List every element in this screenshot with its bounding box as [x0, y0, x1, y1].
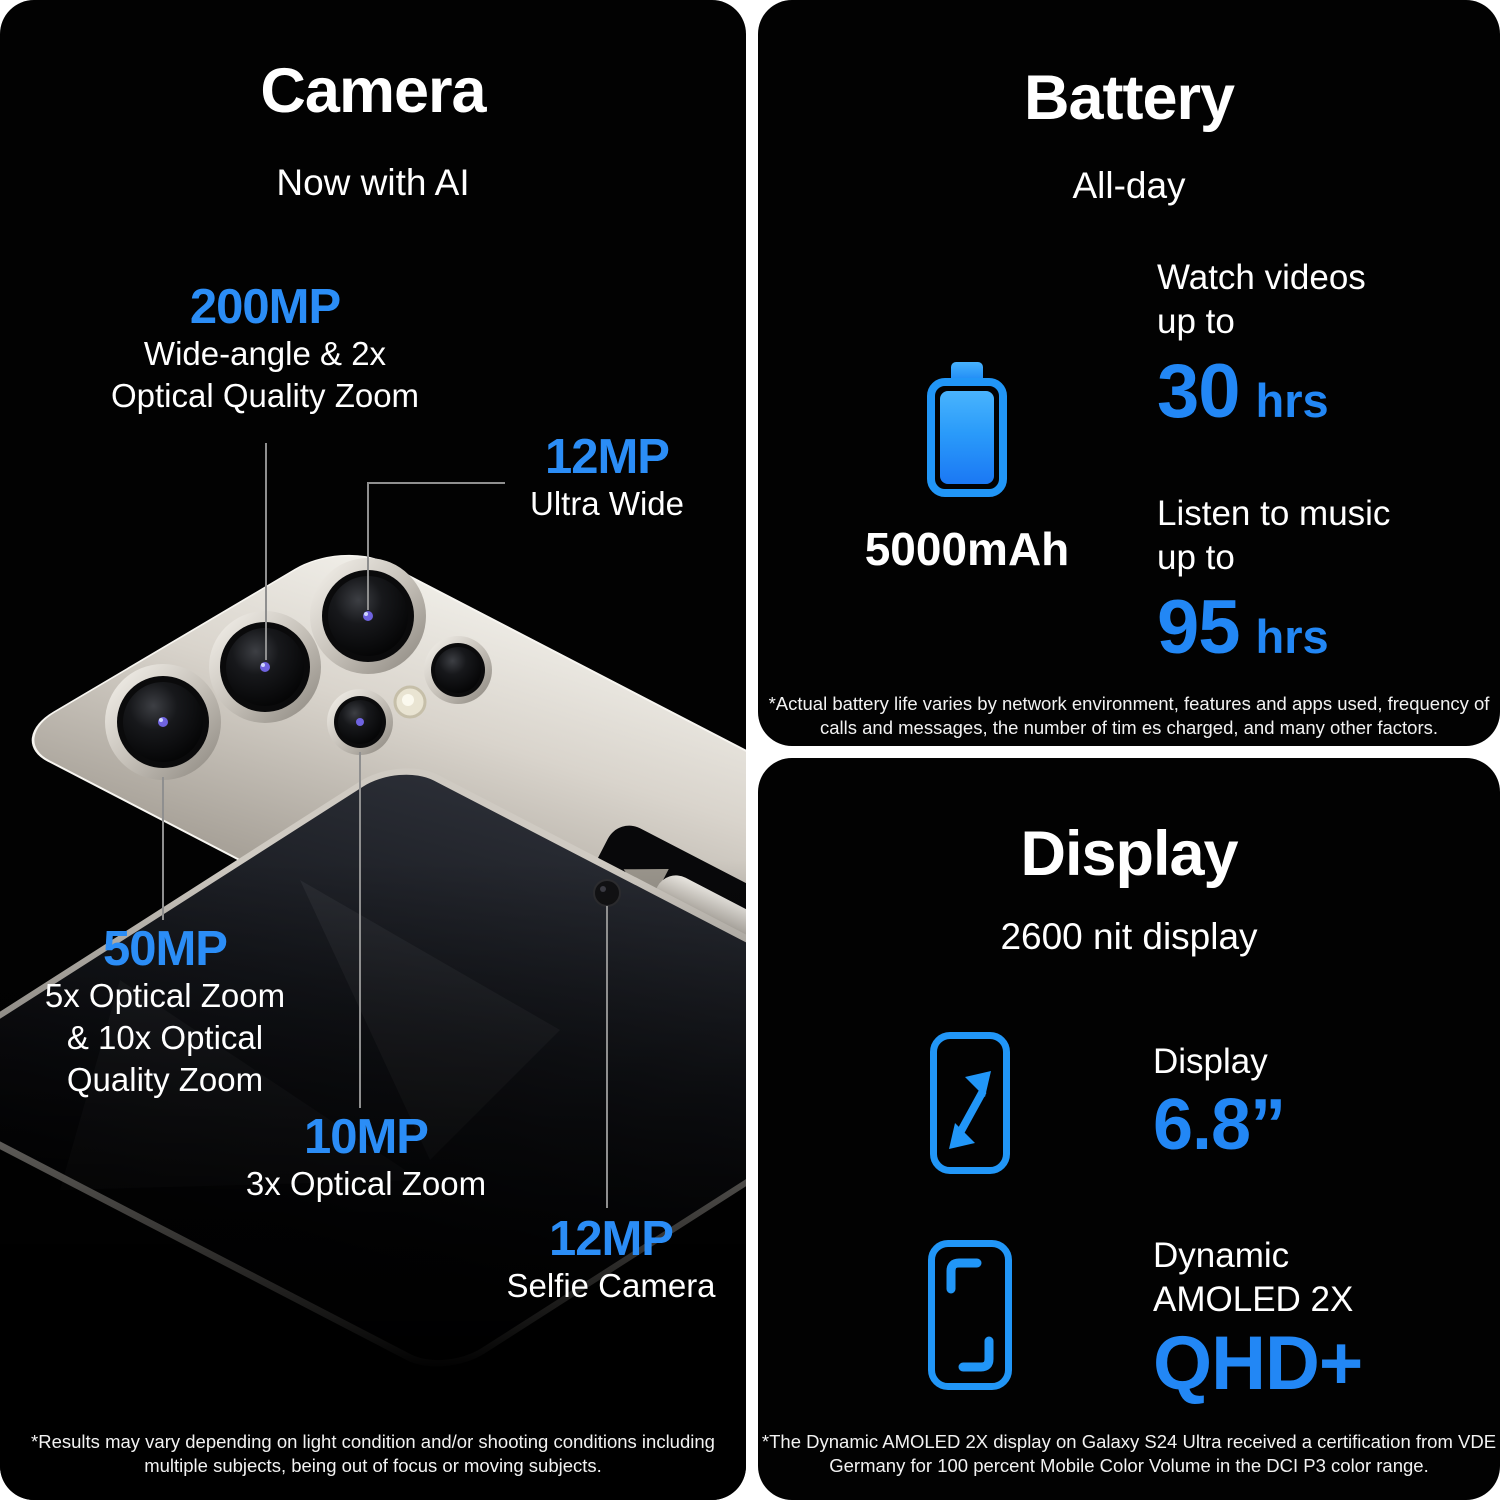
battery-icon-nub: [951, 362, 983, 378]
spec-selfie: [506, 1214, 715, 1307]
phone-corner-brackets-icon: [928, 1240, 1012, 1390]
display-panel-type-label: Dynamic AMOLED 2X: [1153, 1236, 1354, 1320]
spec-5x-label: 5x Optical Zoom & 10x Optical Quality Zoom: [44, 977, 286, 1098]
battery-title: Battery: [1023, 63, 1235, 133]
display-subtitle: 2600 nit display: [1000, 916, 1258, 957]
camera-title: Camera: [260, 56, 486, 126]
lens-3x-telephoto: [327, 689, 393, 755]
battery-stat-music-value: 95 hrs: [1157, 585, 1329, 670]
spec-3x-label: 3x Optical Zoom: [245, 1165, 487, 1203]
battery-stat-video-intro: Watch videos up to: [1157, 258, 1366, 342]
spec-ultrawide: [530, 432, 684, 525]
display-disclaimer: *The Dynamic AMOLED 2X display on Galaxy S24 Ultra received a certification from VDE Germany for 100 percent Mobile Color Volume in the DCI P3 color range.: [761, 1431, 1497, 1477]
battery-icon-fill: [940, 391, 994, 484]
spec-selfie-label: Selfie Camera: [506, 1267, 716, 1305]
battery-subtitle: All-day: [1072, 165, 1186, 206]
battery-icon: [927, 362, 1007, 497]
spec-3x-value: 10MP: [303, 1110, 428, 1164]
spec-main-camera: [111, 282, 419, 417]
battery-stat-video-value: 30 hrs: [1157, 349, 1329, 434]
camera-panel: [0, 0, 746, 1500]
spec-main-label: Wide-angle & 2x Optical Quality Zoom: [110, 335, 420, 415]
display-panel: [758, 758, 1500, 1500]
battery-icon-body: [927, 378, 1007, 497]
spec-main-value: 200MP: [189, 280, 341, 334]
battery-stat-music-intro: Listen to music up to: [1157, 494, 1391, 578]
camera-subtitle: Now with AI: [276, 162, 470, 203]
spec-selfie-value: 12MP: [548, 1212, 673, 1266]
lens-small-right: [424, 636, 492, 704]
spec-5x-telephoto: [45, 924, 285, 1100]
spec-5x-value: 50MP: [102, 922, 227, 976]
battery-disclaimer: *Actual battery life varies by network environment, features and apps used, frequency of calls and messages, the number of tim es charged, and many other factors.: [768, 693, 1490, 739]
lens-5x-telephoto: [105, 664, 221, 780]
display-size-value: 6.8”: [1153, 1085, 1286, 1165]
phone-diagonal-arrow-icon: [930, 1032, 1010, 1174]
display-resolution-value: QHD+: [1153, 1321, 1363, 1406]
flash-led: [395, 687, 425, 717]
spec-3x-telephoto: [246, 1112, 486, 1205]
battery-capacity: 5000mAh: [864, 523, 1070, 575]
display-size-label: Display: [1153, 1042, 1268, 1081]
battery-panel: [758, 0, 1500, 746]
spec-ultrawide-value: 12MP: [544, 430, 669, 484]
camera-disclaimer: *Results may vary depending on light condition and/or shooting conditions including multiple subjects, being out of focus or moving subjects.: [31, 1431, 715, 1477]
spec-ultrawide-label: Ultra Wide: [529, 485, 685, 523]
display-title: Display: [1020, 819, 1238, 889]
